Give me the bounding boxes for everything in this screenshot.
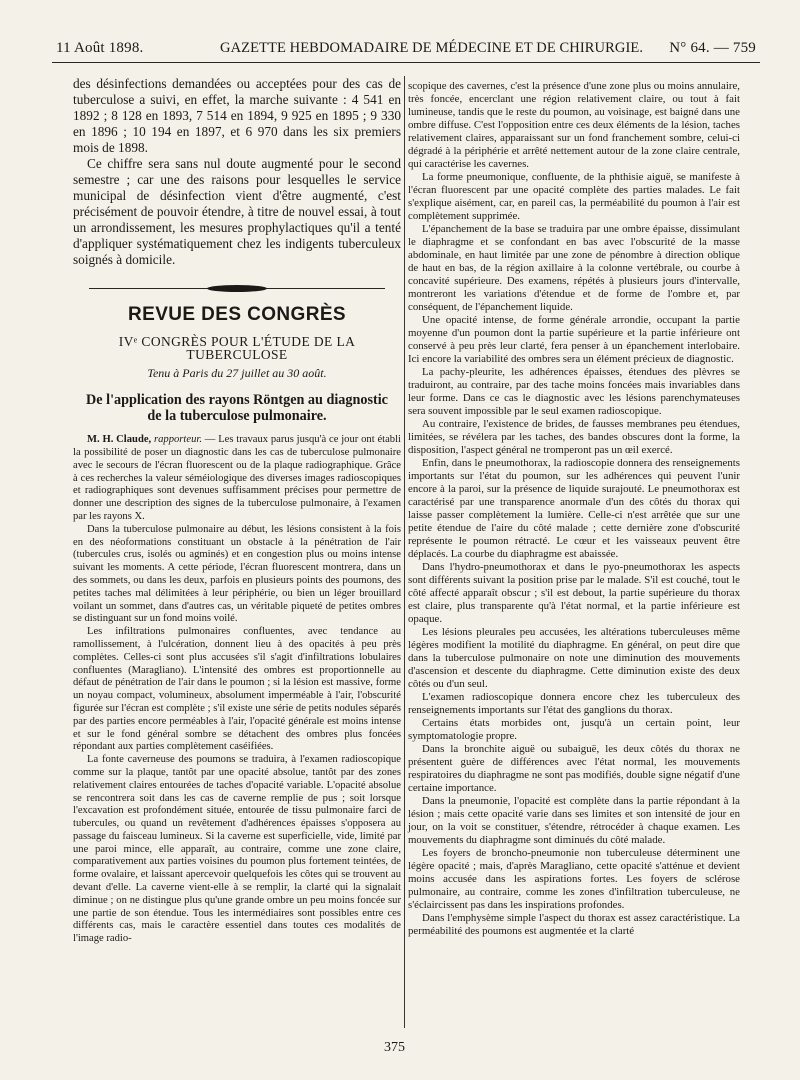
body-paragraph-1-text: — Les travaux parus jusqu'à ce jour ont établi la possibilité de poser un diagnostic dans les cas de tuberculose pulmonaire avec le secours de l'écran fluorescent ou de la plaque radiographique. Grâce à ces recherches la valeur séméiologique des diverses images radioscopiques et radiographiques sont devenues suffisamment précises pour permettre de donner une description des signes de la tuberculose pulmonaire, à l'examen par les rayons X. xyxy=(73,434,401,522)
running-header xyxy=(52,38,760,63)
right-paragraph-14: Les foyers de broncho-pneumonie non tuberculeuse déterminent une légère opacité ; mais, d'après Maragliano, cette opacité s'atténue et devient moins accusée dans les aspirations fortes. Les foyers de sclérose pulmonaire, au contraire, comme les zones d'infiltration tuberculeuse, ne s'éclaircissent pas dans les inspirations profondes. xyxy=(408,847,740,911)
right-paragraph-5: La pachy-pleurite, les adhérences épaisses, étendues des plèvres se traduiront, au contraire, par des tache moins foncées mais invariables dans leur forme. Dans ce cas le diagnostic avec les lésions parenchymateuses sera souvent impossible par le seul examen radioscopique. xyxy=(408,366,740,417)
right-paragraph-9: Les lésions pleurales peu accusées, les altérations tuberculeuses même légères modifient la motilité du diaphragme. En général, on peut dire que dans la tuberculose pulmonaire on note une diminution des mouvements d'ascension et descente du diaphragme. Cette diminution existe des deux côtés ou d'un seul. xyxy=(408,626,740,690)
column-rule xyxy=(404,76,405,1028)
body-paragraph-3: Les infiltrations pulmonaires confluentes, avec tendance au ramollissement, à l'ulcération, donnent lieu à des opacités à peu près complètes. Celles-ci sont plus accusées s'il s'agit d'infiltrations lobulaires confluentes (Maragliano). L'intensité des ombres est proportionnelle au défaut de pénétration de l'air dans le poumon ; si la lésion est massive, forme un noyau compact, volumineux, absolument imperméable à l'air, l'obscurité figurée sur l'écran est complète ; s'il existe une série de petits nodules séparés par des parties encore perméables à l'air, l'opacité générale est moins intense et sur le fond général sombre se détachent des ombres plus foncées répondant aux parties complètement caséifiées. xyxy=(73,626,401,753)
header-issue-number: N° 64. — 759 xyxy=(669,40,756,56)
left-column xyxy=(73,76,401,946)
header-journal-title: GAZETTE HEBDOMADAIRE DE MÉDECINE ET DE CHIRURGIE. xyxy=(220,40,644,56)
right-paragraph-15: Dans l'emphysème simple l'aspect du thorax est assez caractéristique. La perméabilité des poumons est augmentée et la clarté xyxy=(408,912,740,937)
right-paragraph-11: Certains états morbides ont, jusqu'à un certain point, leur symptomatologie propre. xyxy=(408,717,740,742)
right-paragraph-10: L'examen radioscopique donnera encore chez les tuberculeux des renseignements importants sur l'état des ganglions du thorax. xyxy=(408,691,740,716)
intro-paragraph-1: des désinfections demandées ou acceptées pour des cas de tuberculose a suivi, en effet, la marche suivante : 4 541 en 1892 ; 8 128 en 1893, 7 514 en 1894, 9 925 en 1895 ; 9 330 en 1896 ; 10 194 en 1897, et 6 970 dans les six premiers mois de 1898. xyxy=(73,76,401,155)
body-paragraph-1 xyxy=(73,434,401,524)
speaker-role: rapporteur. xyxy=(154,434,202,446)
right-paragraph-4: Une opacité intense, de forme générale arrondie, occupant la partie moyenne d'un poumon dont la partie supérieure et la partie inférieure ont conservé à peu près leur clarté, fera penser à un épanchement interlobaire. Ici encore la variabilité des ombres sera un élément précieux de diagnostic. xyxy=(408,314,740,365)
right-paragraph-7: Enfin, dans le pneumothorax, la radioscopie donnera des renseignements importants sur l'état du poumon, sur les adhérences qui peuvent l'unir encore à la paroi, sur la présence de liquide surajouté. Le pneumothorax est caractérisé par une transparence anormale d'un des côtés du thorax qui laisse passer complètement la lumière. Celle-ci n'est arrêtée que sur une petite étendue de l'aire du côté malade ; cette dernière zone d'obscurité représente le poumon rétracté. Le cœur et les vaisseaux peuvent être déplacés. La courbe du diaphragme est abaissée. xyxy=(408,457,740,560)
right-column xyxy=(408,80,740,938)
right-paragraph-1: scopique des cavernes, c'est la présence d'une zone plus ou moins annulaire, très foncée, encerclant une région relativement claire, ou tout à fait lumineuse, tandis que le reste du poumon, au voisinage, est baigné dans une ombre diffuse. C'est l'opposition entre ces deux éléments de la lésion, taches relativement claires, apparaissant sur un fond franchement sombre, celui-ci dégradé à la périphérie et arrêté nettement autour de la zone claire centrale, qui caractérise les cavernes. xyxy=(408,80,740,170)
congress-heading: IVᵉ CONGRÈS POUR L'ÉTUDE DE LA TUBERCULOSE xyxy=(118,334,356,363)
article-title: De l'application des rayons Röntgen au diagnostic de la tuberculose pulmonaire. xyxy=(86,392,388,425)
intro-paragraph-2: Ce chiffre sera sans nul doute augmenté pour le second semestre ; car une des raisons pour lesquelles le service municipal de désinfection vient d'être augmenté, c'est précisément de pouvoir étendre, à titre de nouvel essai, à tout un arrondissement, les mesures prophylactiques qu'il a tenté d'appliquer systématiquement chez les indigents tuberculeux soignés à domicile. xyxy=(73,156,401,267)
right-paragraph-2: La forme pneumonique, confluente, de la phthisie aiguë, se manifeste à l'écran fluorescent par une opacité complète des parties malades. Le fait s'explique aisément, car, en pareil cas, la perméabilité du poumon à l'air est complètement supprimée. xyxy=(408,171,740,222)
congress-dates: Tenu à Paris du 27 juillet au 30 août. xyxy=(147,366,327,381)
divider-ornament xyxy=(207,285,267,292)
body-paragraph-2: Dans la tuberculose pulmonaire au début, les lésions consistent à la fois en des néoformations constituant un obstacle à la pénétration de l'air (tubercules crus, isolés ou agminés) et en congestion plus ou moins intense suivant les moments. A cette période, l'écran fluorescent montrera, dans un des sommets, ou dans les deux, parfois en plusieurs points des poumons, des petites taches mal délimitées à leur périphérie, ou bien un léger brouillard voilant un sommet, dans d'autres cas, un véritable piqueté de petites ombres se distinguant sur un fond moins voilé. xyxy=(73,523,401,625)
ornamental-divider xyxy=(73,280,401,298)
section-title: REVUE DES CONGRÈS xyxy=(128,304,346,325)
header-date: 11 Août 1898. xyxy=(56,40,144,56)
right-paragraph-6: Au contraire, l'existence de brides, de fausses membranes peu étendues, limitées, se révélera par les taches, des bandes obscures dont la forme, la disposition, l'aspect général ne tromperont pas un œil exercé. xyxy=(408,418,740,456)
page-folio: 375 xyxy=(384,1040,405,1055)
right-paragraph-13: Dans la pneumonie, l'opacité est complète dans la partie répondant à la lésion ; mais cette opacité varie dans ses limites et son intensité de jour en jour, on la voit se constituer, s'étendre, rétrocéder à chaque examen. Les mouvements du diaphragme sont diminués du côté malade. xyxy=(408,795,740,846)
speaker-name: M. H. Claude, xyxy=(87,434,152,446)
right-paragraph-3: L'épanchement de la base se traduira par une ombre épaisse, dissimulant le diaphragme et se confondant en bas avec l'obscurité de la masse abdominale, en haut limitée par une zone de pénombre à direction oblique de haut en bas, de la région axillaire à la colonne vertébrale, ou courbe à concavité supérieure. Des examens, répétés à plusieurs jours d'intervalle, montreront les variations d'étendue et de forme de l'ombre et, par conséquent, de l'épanchement liquide. xyxy=(408,223,740,313)
right-paragraph-12: Dans la bronchite aiguë ou subaiguë, les deux côtés du thorax ne présentent guère de différences avec l'état normal, les mouvements respiratoires du diaphragme ne sont pas modifiés, double signe négatif d'une certaine importance. xyxy=(408,743,740,794)
body-paragraph-4: La fonte caverneuse des poumons se traduira, à l'examen radioscopique comme sur la plaque, tantôt par une opacité absolue, tantôt par des zones relativement claires entourées de taches d'opacité variable. L'opacité absolue se rencontrera soit dans les cas de caverne remplie de pus ; soit lorsque l'excavation est profondément située, entourée de tissu pulmonaire farci de tubercules, ou quand un revêtement d'adhérences épaisses s'opposera au passage du faisceau lumineux. Si la caverne est superficielle, vide, limité par une paroi mince, elle apparaît, au contraire, comme une zone claire, comparativement aux parties voisines du poumon plus fortement teintées, de forme ovalaire, et laissant apercevoir quelquefois les côtes qui se trouvent au devant d'elle. La caverne vient-elle à se remplir, la clarté qui la signalait diminue ; on ne distingue plus qu'une grande ombre un peu moins foncée sur une partie de son étendue. Tous les intermédiaires sont possibles entre ces différents cas, mais le caractère essentiel dans toutes ces modalités de l'image radio- xyxy=(73,754,401,945)
right-paragraph-8: Dans l'hydro-pneumothorax et dans le pyo-pneumothorax les aspects sont différents suivant la position prise par le malade. S'il est couché, tout le côté affecté apparaît obscur ; s'il est debout, la partie supérieure du thorax est claire, plus transparente qu'à l'état normal, et la partie inférieure est opaque. xyxy=(408,561,740,625)
